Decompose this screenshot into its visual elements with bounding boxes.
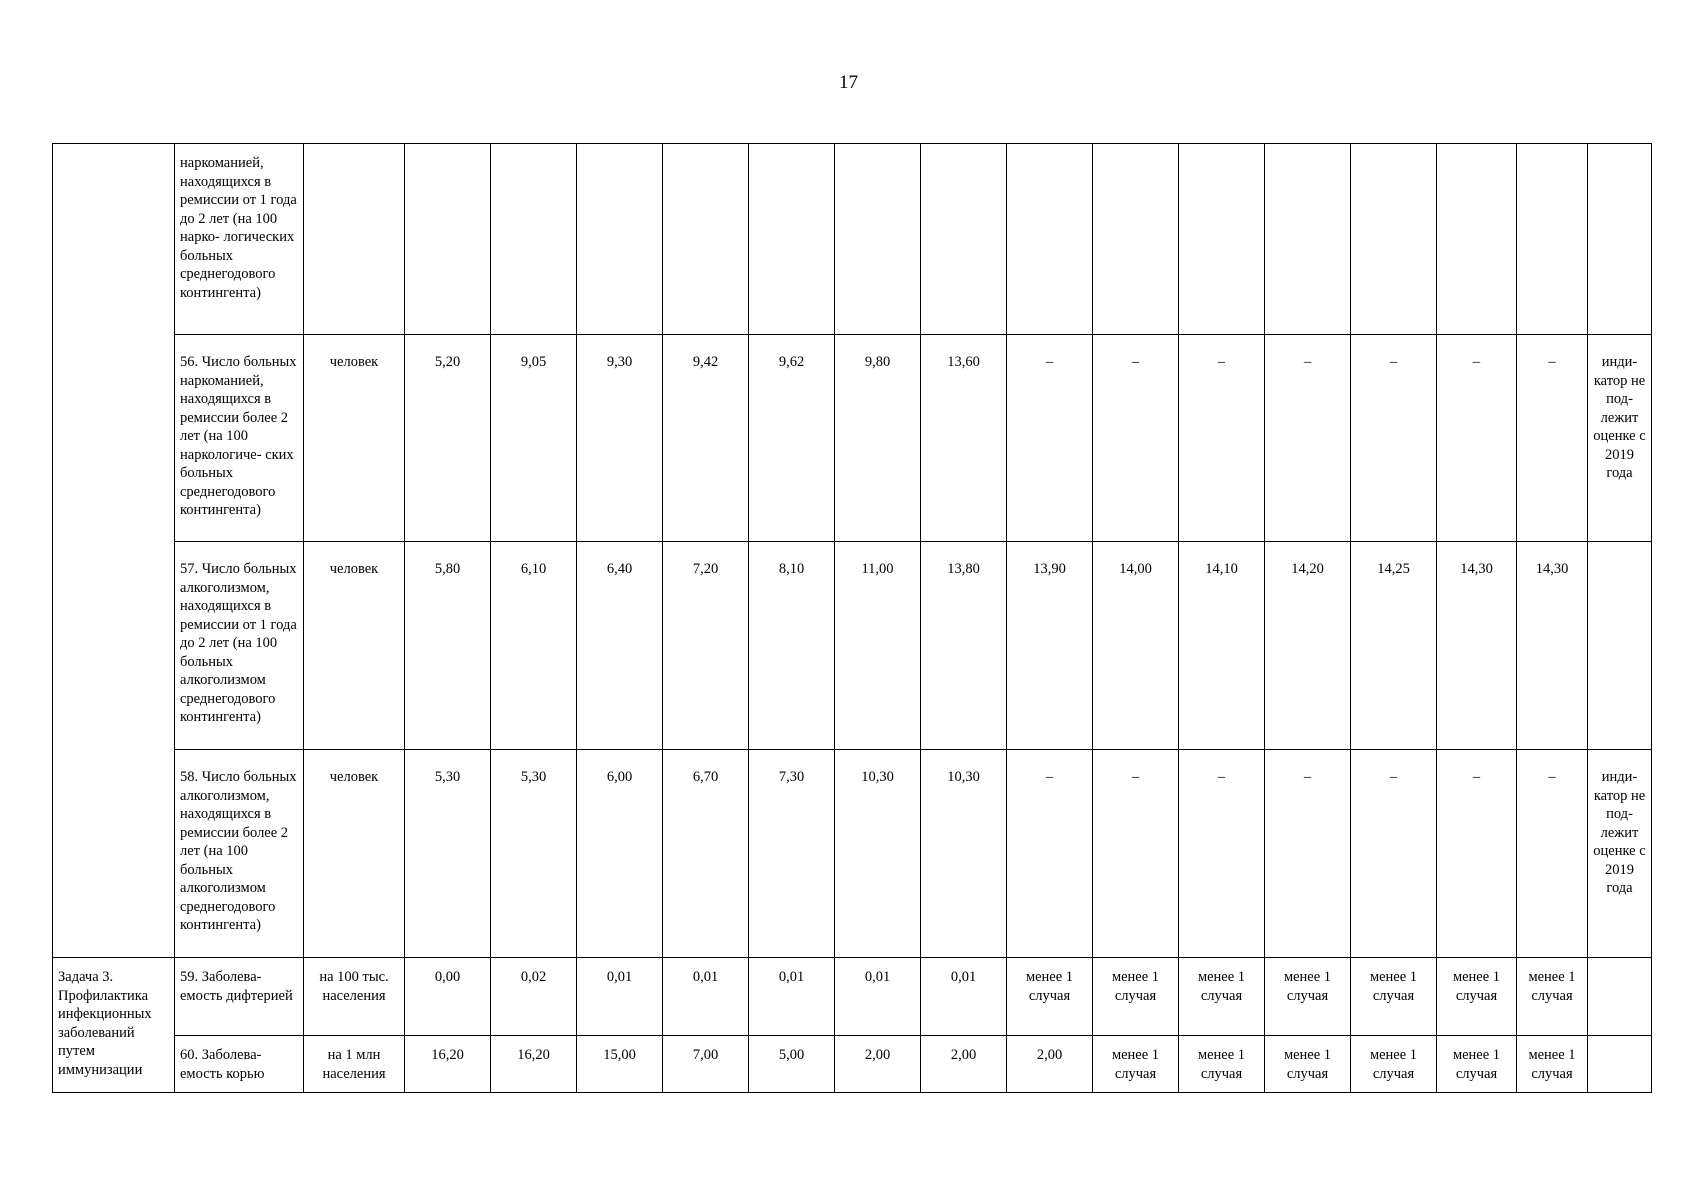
task-cell: Задача 3. Профилактика инфекционных заболеваний путем иммунизации [53, 958, 175, 1093]
value-cell: – [1351, 750, 1437, 958]
table-row [53, 335, 1652, 542]
value-cell: 8,10 [749, 542, 835, 750]
value-cell [921, 144, 1007, 335]
value-cell: 14,00 [1093, 542, 1179, 750]
value-cell: – [1265, 335, 1351, 542]
value-cell [577, 144, 663, 335]
value-cell [405, 144, 491, 335]
value-cell: 13,60 [921, 335, 1007, 542]
value-cell: – [1007, 335, 1093, 542]
unit-cell: человек [304, 750, 405, 958]
value-cell: менее 1 случая [1007, 958, 1093, 1036]
value-cell: 6,70 [663, 750, 749, 958]
note-cell [1588, 542, 1652, 750]
value-cell: 5,30 [491, 750, 577, 958]
value-cell: – [1437, 335, 1517, 542]
indicators-table [52, 143, 1652, 1093]
value-cell: 14,30 [1437, 542, 1517, 750]
indicator-cell: 56. Число больных наркоманией, находящихся в ремиссии более 2 лет (на 100 наркологиче- ских больных среднегодового контингента) [175, 335, 304, 542]
task-cell [53, 144, 175, 958]
value-cell: 13,80 [921, 542, 1007, 750]
value-cell [1351, 144, 1437, 335]
indicator-cell: 58. Число больных алкоголизмом, находящихся в ремиссии более 2 лет (на 100 больных алкоголизмом среднегодового контингента) [175, 750, 304, 958]
note-cell [1588, 144, 1652, 335]
value-cell: 14,20 [1265, 542, 1351, 750]
value-cell: – [1179, 335, 1265, 542]
value-cell: менее 1 случая [1265, 958, 1351, 1036]
note-cell [1588, 1036, 1652, 1093]
indicator-cell: наркоманией, находящихся в ремиссии от 1 года до 2 лет (на 100 нарко- логических больных среднегодового контингента) [175, 144, 304, 335]
unit-cell: на 100 тыс. населения [304, 958, 405, 1036]
value-cell: – [1093, 335, 1179, 542]
value-cell: 14,25 [1351, 542, 1437, 750]
table-row [53, 144, 1652, 335]
value-cell: менее 1 случая [1437, 958, 1517, 1036]
page-number: 17 [839, 72, 858, 93]
value-cell: 2,00 [835, 1036, 921, 1093]
value-cell: менее 1 случая [1351, 958, 1437, 1036]
value-cell: – [1265, 750, 1351, 958]
value-cell: 9,62 [749, 335, 835, 542]
value-cell: 6,10 [491, 542, 577, 750]
value-cell: менее 1 случая [1517, 1036, 1588, 1093]
note-cell: инди- катор не под- лежит оценке с 2019 года [1588, 335, 1652, 542]
value-cell: – [1093, 750, 1179, 958]
value-cell: 9,05 [491, 335, 577, 542]
value-cell [1093, 144, 1179, 335]
value-cell: 7,20 [663, 542, 749, 750]
value-cell: – [1517, 335, 1588, 542]
value-cell: 7,30 [749, 750, 835, 958]
value-cell: – [1517, 750, 1588, 958]
value-cell [491, 144, 577, 335]
value-cell: 5,30 [405, 750, 491, 958]
value-cell: менее 1 случая [1517, 958, 1588, 1036]
value-cell: 0,00 [405, 958, 491, 1036]
value-cell: 0,01 [749, 958, 835, 1036]
value-cell [1007, 144, 1093, 335]
value-cell: 6,40 [577, 542, 663, 750]
unit-cell [304, 144, 405, 335]
value-cell: 11,00 [835, 542, 921, 750]
value-cell: 2,00 [921, 1036, 1007, 1093]
value-cell [1179, 144, 1265, 335]
value-cell: 0,01 [835, 958, 921, 1036]
value-cell [749, 144, 835, 335]
value-cell: 0,02 [491, 958, 577, 1036]
table-row [53, 1036, 1652, 1093]
value-cell: 16,20 [405, 1036, 491, 1093]
value-cell: менее 1 случая [1351, 1036, 1437, 1093]
value-cell: 15,00 [577, 1036, 663, 1093]
value-cell: 14,10 [1179, 542, 1265, 750]
value-cell: – [1007, 750, 1093, 958]
value-cell: 7,00 [663, 1036, 749, 1093]
note-cell: инди- катор не под- лежит оценке с 2019 года [1588, 750, 1652, 958]
value-cell: 0,01 [921, 958, 1007, 1036]
value-cell: менее 1 случая [1437, 1036, 1517, 1093]
value-cell [835, 144, 921, 335]
value-cell [663, 144, 749, 335]
value-cell: – [1351, 335, 1437, 542]
value-cell: 16,20 [491, 1036, 577, 1093]
indicator-cell: 60. Заболева- емость корью [175, 1036, 304, 1093]
unit-cell: человек [304, 335, 405, 542]
unit-cell: на 1 млн населения [304, 1036, 405, 1093]
value-cell: менее 1 случая [1179, 958, 1265, 1036]
value-cell: 5,00 [749, 1036, 835, 1093]
value-cell: 6,00 [577, 750, 663, 958]
table-row [53, 958, 1652, 1036]
unit-cell: человек [304, 542, 405, 750]
value-cell: 5,80 [405, 542, 491, 750]
value-cell: менее 1 случая [1093, 1036, 1179, 1093]
value-cell [1265, 144, 1351, 335]
value-cell: 5,20 [405, 335, 491, 542]
value-cell: 9,80 [835, 335, 921, 542]
value-cell: 0,01 [577, 958, 663, 1036]
value-cell: 10,30 [921, 750, 1007, 958]
note-cell [1588, 958, 1652, 1036]
value-cell: 13,90 [1007, 542, 1093, 750]
value-cell [1517, 144, 1588, 335]
value-cell: 9,42 [663, 335, 749, 542]
value-cell: 9,30 [577, 335, 663, 542]
value-cell [1437, 144, 1517, 335]
table-row [53, 542, 1652, 750]
table-row [53, 750, 1652, 958]
indicator-cell: 59. Заболева- емость дифтерией [175, 958, 304, 1036]
value-cell: менее 1 случая [1265, 1036, 1351, 1093]
value-cell: 10,30 [835, 750, 921, 958]
value-cell: менее 1 случая [1179, 1036, 1265, 1093]
value-cell: 2,00 [1007, 1036, 1093, 1093]
value-cell: – [1179, 750, 1265, 958]
value-cell: 0,01 [663, 958, 749, 1036]
value-cell: – [1437, 750, 1517, 958]
indicator-cell: 57. Число больных алкоголизмом, находящихся в ремиссии от 1 года до 2 лет (на 100 больных алкоголизмом среднегодового контингента) [175, 542, 304, 750]
value-cell: менее 1 случая [1093, 958, 1179, 1036]
value-cell: 14,30 [1517, 542, 1588, 750]
